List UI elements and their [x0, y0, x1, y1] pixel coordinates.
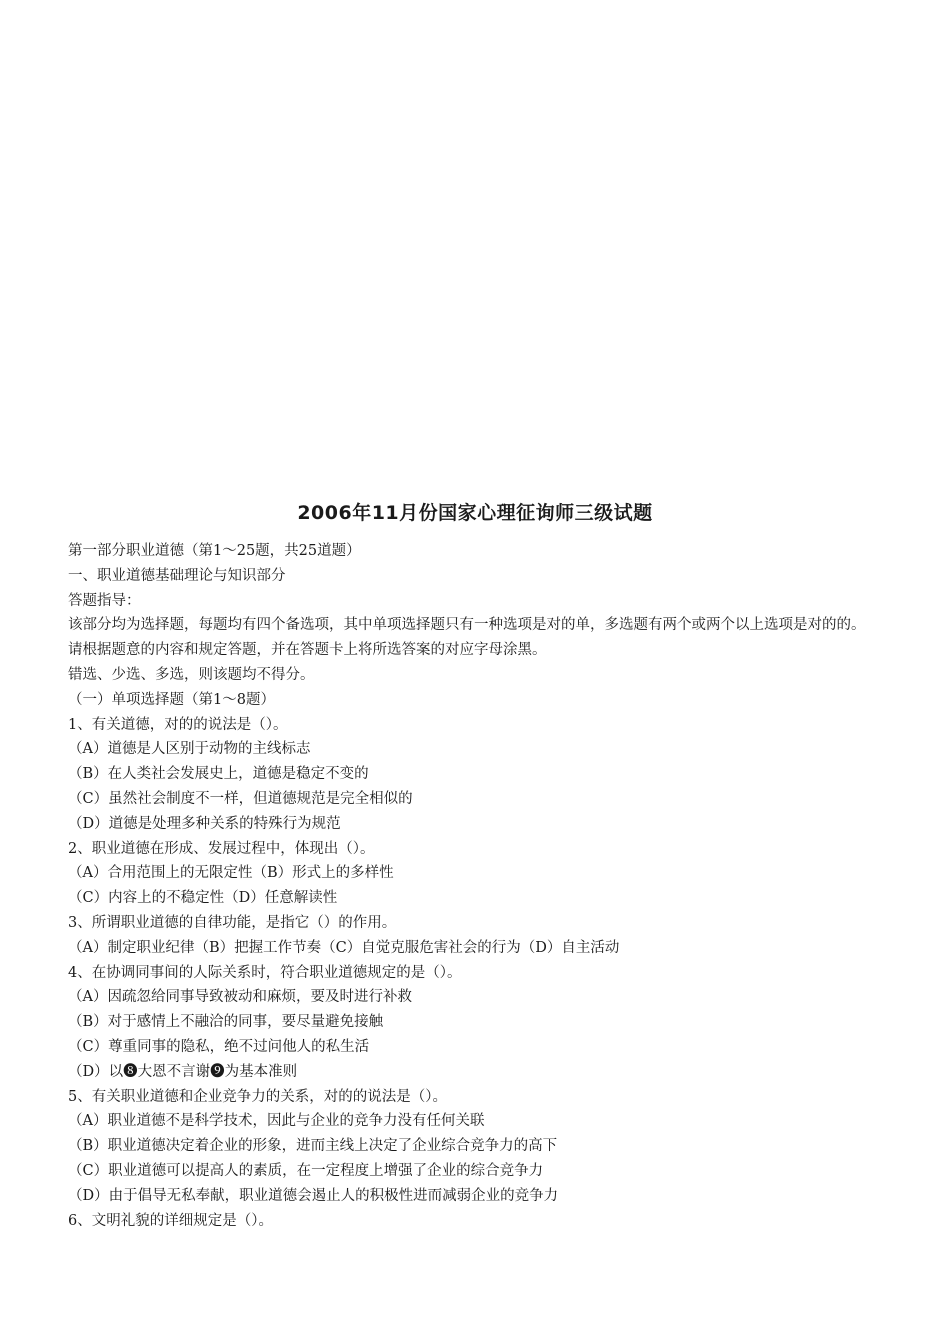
answer-option: （C）内容上的不稳定性（D）任意解读性: [68, 890, 338, 907]
question-text: 3、所谓职业道德的自律功能，是指它（）的作用。: [68, 914, 397, 931]
section-heading: 第一部分职业道德（第1～25题，共25道题）: [68, 543, 361, 559]
answer-option: （C）尊重同事的隐私，绝不过问他人的私生活: [68, 1038, 370, 1055]
answer-option: （B）在人类社会发展史上，道德是稳定不变的: [68, 766, 369, 783]
question-text: 5、有关职业道德和企业竞争力的关系，对的的说法是（）。: [68, 1088, 447, 1105]
question-text: 6、文明礼貌的详细规定是（）。: [68, 1212, 273, 1229]
answer-option: （A）因疏忽给同事导致被动和麻烦，要及时进行补救: [68, 989, 412, 1006]
question-text: 1、有关道德，对的的说法是（）。: [68, 716, 288, 733]
instructions-text: 该部分均为选择题，每题均有四个备选项，其中单项选择题只有一种选项是对的单，多选题有两个或两个以上选项是对的的。: [68, 617, 866, 634]
answer-option: （D）由于倡导无私奉献，职业道德会遏止人的积极性进而减弱企业的竞争力: [68, 1187, 559, 1204]
answer-option: （A）道德是人区别于动物的主线标志: [68, 741, 311, 758]
answer-option: （B）职业道德决定着企业的形象，进而主线上决定了企业综合竞争力的高下: [68, 1138, 558, 1155]
instructions-text: 错选、少选、多选，则该题均不得分。: [68, 666, 315, 683]
answer-option: （A）职业道德不是科学技术，因此与企业的竞争力没有任何关联: [68, 1113, 485, 1130]
instructions-label: 答题指导：: [68, 592, 141, 609]
answer-option: （B）对于感情上不融洽的同事，要尽量避免接触: [68, 1014, 384, 1031]
question-group-heading: （一）单项选择题（第1～8题）: [68, 691, 275, 708]
question-text: 4、在协调同事间的人际关系时，符合职业道德规定的是（）。: [68, 964, 462, 981]
instructions-text: 请根据题意的内容和规定答题，并在答题卡上将所选答案的对应字母涂黑。: [68, 642, 547, 659]
document-title: 2006年11月份国家心理征询师三级试题: [297, 502, 653, 524]
answer-option: （C）虽然社会制度不一样，但道德规范是完全相似的: [68, 790, 413, 807]
document-body: [68, 539, 883, 1233]
answer-option: （A）合用范围上的无限定性（B）形式上的多样性: [68, 865, 394, 882]
answer-option: （A）制定职业纪律（B）把握工作节奏（C）自觉克服危害社会的行为（D）自主活动: [68, 939, 620, 956]
answer-option: （C）职业道德可以提高人的素质，在一定程度上增强了企业的综合竞争力: [68, 1162, 544, 1179]
answer-option: （D）道德是处理多种关系的特殊行为规范: [68, 815, 341, 832]
answer-option: （D）以❽大恩不言谢❾为基本准则: [68, 1063, 298, 1080]
subsection-heading: 一、职业道德基础理论与知识部分: [68, 567, 286, 584]
question-text: 2、职业道德在形成、发展过程中，体现出（）。: [68, 840, 375, 857]
